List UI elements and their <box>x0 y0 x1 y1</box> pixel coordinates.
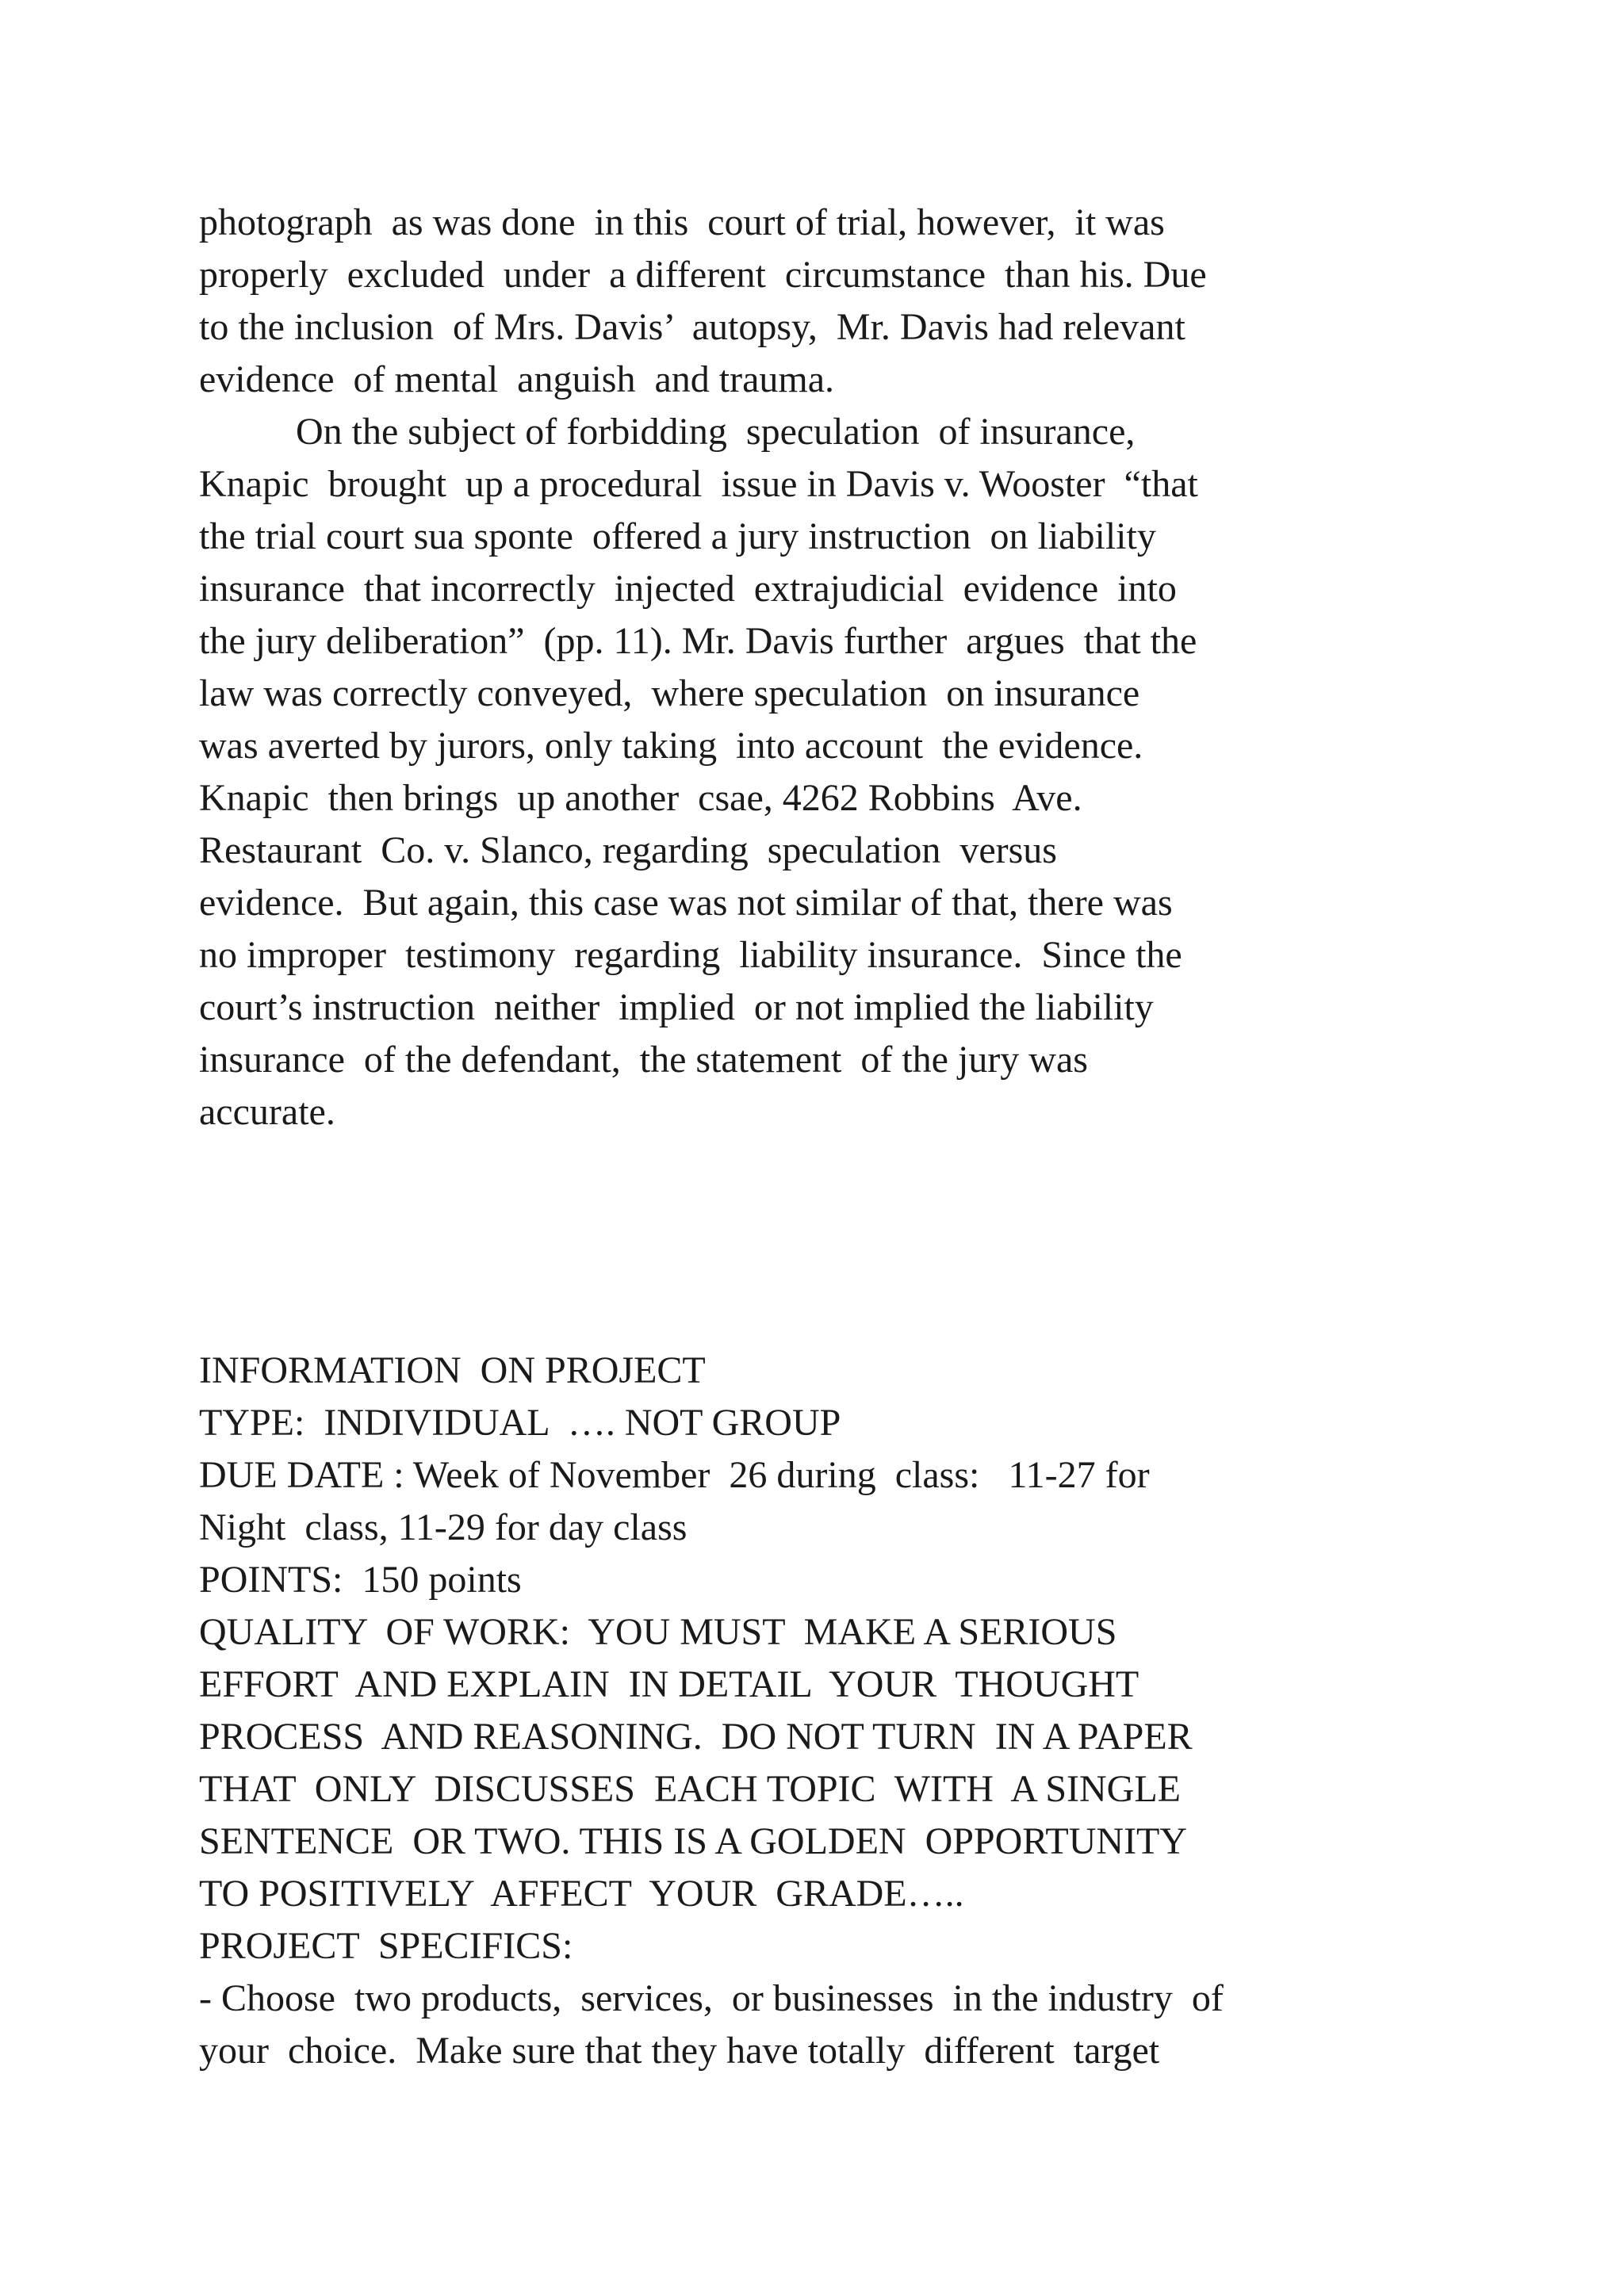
text-line: your choice. Make sure that they have totally different target <box>199 2030 1160 2072</box>
text-line: QUALITY OF WORK: YOU MUST MAKE A SERIOUS <box>199 1611 1117 1653</box>
text-line: accurate. <box>199 1091 335 1133</box>
text-line: TYPE: INDIVIDUAL …. NOT GROUP <box>199 1402 841 1444</box>
text-line: EFFORT AND EXPLAIN IN DETAIL YOUR THOUGHT <box>199 1663 1139 1705</box>
text-line: Night class, 11-29 for day class <box>199 1506 688 1548</box>
text-line: evidence of mental anguish and trauma. <box>199 358 835 400</box>
essay-text <box>199 197 1452 1138</box>
text-line: DUE DATE : Week of November 26 during class: 11-27 for <box>199 1454 1150 1496</box>
project-information <box>199 1345 1452 2077</box>
text-line: PROCESS AND REASONING. DO NOT TURN IN A PAPER <box>199 1716 1193 1758</box>
text-line: court’s instruction neither implied or not implied the liability <box>199 986 1154 1028</box>
text-line: law was correctly conveyed, where speculation on insurance <box>199 672 1140 714</box>
text-line: was averted by jurors, only taking into account the evidence. <box>199 725 1143 767</box>
text-line: the jury deliberation” (pp. 11). Mr. Davis further argues that the <box>199 620 1197 662</box>
text-line: insurance that incorrectly injected extrajudicial evidence into <box>199 568 1177 610</box>
text-line: INFORMATION ON PROJECT <box>199 1349 706 1391</box>
text-line: no improper testimony regarding liability insurance. Since the <box>199 934 1182 976</box>
text-line: TO POSITIVELY AFFECT YOUR GRADE….. <box>199 1873 964 1915</box>
text-line: PROJECT SPECIFICS: <box>199 1925 573 1967</box>
text-line: Restaurant Co. v. Slanco, regarding speculation versus <box>199 829 1057 871</box>
text-line: to the inclusion of Mrs. Davis’ autopsy, Mr. Davis had relevant <box>199 306 1185 348</box>
text-line: insurance of the defendant, the statement of the jury was <box>199 1039 1088 1081</box>
text-line: Knapic then brings up another csae, 4262 Robbins Ave. <box>199 777 1082 819</box>
text-line: properly excluded under a different circumstance than his. Due <box>199 254 1207 296</box>
text-line: POINTS: 150 points <box>199 1559 522 1601</box>
text-line: SENTENCE OR TWO. THIS IS A GOLDEN OPPORTUNITY <box>199 1820 1188 1862</box>
text-line: On the subject of forbidding speculation of insurance, <box>296 411 1136 453</box>
text-line: the trial court sua sponte offered a jury instruction on liability <box>199 515 1156 557</box>
text-line: Knapic brought up a procedural issue in Davis v. Wooster “that <box>199 463 1198 505</box>
text-line: - Choose two products, services, or businesses in the industry of <box>199 1977 1224 2019</box>
text-line: THAT ONLY DISCUSSES EACH TOPIC WITH A SINGLE <box>199 1768 1181 1810</box>
text-line: photograph as was done in this court of trial, however, it was <box>199 201 1165 243</box>
text-line: evidence. But again, this case was not similar of that, there was <box>199 882 1173 924</box>
